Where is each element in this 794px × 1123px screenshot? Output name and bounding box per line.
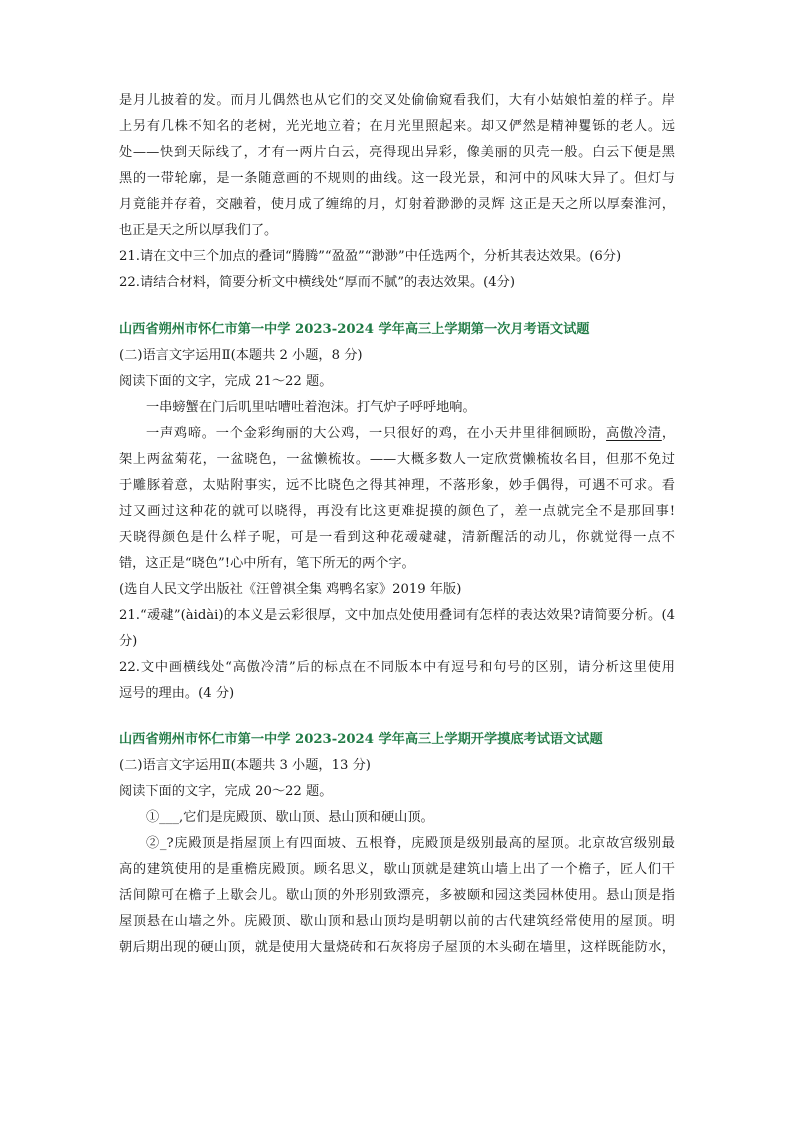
passage-line: 上另有几株不知名的老树，光光地立着；在月光里照起来。却又俨然是精神矍铄的老人。远 [119, 119, 675, 134]
item-2-line: 屋顶悬在山墙之外。庑殿顶、歇山顶和悬山顶均是明朝以前的古代建筑经常使用的屋顶。明 [119, 914, 675, 929]
question-22: 22.请结合材料，简要分析文中横线处“厚而不腻”的表达效果。(4分) [119, 275, 516, 290]
paragraph: 一串螃蟹在门后叽里咕嘈吐着泡沫。打气炉子呼呼地响。 [146, 400, 476, 415]
question-21: 21.“叆叇”(àidài)的本义是云彩很厚，文中加点处使用叠词有怎样的表达效果?请简要分析。(4 [119, 608, 675, 623]
item-1: ①___,它们是庑殿顶、歇山顶、悬山顶和硬山顶。 [146, 810, 434, 825]
document-page [119, 88, 675, 961]
question-21-cont: 分) [119, 634, 138, 649]
passage-line: 也正是天之所以厚我们了。 [119, 223, 278, 238]
item-2-line: ②_?庑殿顶是指屋顶上有四面坡、五根脊，庑殿顶是级别最高的屋顶。北京故宫级别最 [146, 836, 675, 851]
item-2-line: 活间隙可在檐子上歇会儿。歇山顶的外形别致漂亮，多被颐和园这类园林使用。悬山顶是指 [119, 888, 675, 903]
exam-section-3 [119, 727, 675, 961]
question-21: 21.请在文中三个加点的叠词“腾腾”“盈盈”“渺渺”中任选两个，分析其表达效果。(6分) [119, 249, 622, 264]
passage-line: 处——快到天际线了，才有一两片白云，亮得现出异彩，像美丽的贝壳一般。白云下便是黑 [119, 145, 675, 160]
text-span: 一声鸡啼。一个金彩绚丽的大公鸡，一只很好的鸡，在小天井里徘徊顾盼， [146, 426, 607, 441]
paragraph-line: 错，这正是“晓色”!心中所有，笔下所无的两个字。 [119, 556, 415, 571]
source-citation: (选自人民文学出版社《汪曾祺全集 鸡鸭名家》2019 年版) [119, 582, 462, 597]
item-2-line: 高的建筑使用的是重檐庑殿顶。顾名思义，歇山顶就是建筑山墙上出了一个檐子，匠人们干 [119, 862, 675, 877]
paragraph-line: 架上两盆菊花，一盆晓色，一盆懒梳妆。——大概多数人一定欣赏懒梳妆名目，但那不免过 [119, 452, 675, 467]
paragraph-line: 天晓得颜色是什么样子呢，可是一看到这种花叆叇叇，清新醒活的动儿，你就觉得一点不 [119, 530, 675, 545]
instruction: 阅读下面的文字，完成 20～22 题。 [119, 784, 333, 799]
section-heading: 山西省朔州市怀仁市第一中学 2023-2024 学年高三上学期第一次月考语文试题 [119, 322, 590, 337]
item-2-line: 朝后期出现的硬山顶，就是使用大量烧砖和石灰将房子屋顶的木头砌在墙里，这样既能防水， [119, 940, 675, 955]
passage-line: 月竟能并存着，交融着，使月成了缠绵的月，灯射着渺渺的灵辉 这正是天之所以厚秦淮河， [119, 197, 675, 212]
passage-1 [119, 88, 675, 296]
paragraph-line [119, 421, 675, 447]
underlined-phrase: 高傲冷清 [606, 426, 662, 441]
passage-line: 是月儿披着的发。而月儿偶然也从它们的交叉处偷偷窥看我们，大有小姑娘怕羞的样子。岸 [119, 93, 675, 108]
section-subhead: (二)语言文字运用Ⅱ(本题共 2 小题，8 分) [119, 348, 363, 363]
text-span: ， [661, 426, 675, 441]
section-subhead: (二)语言文字运用Ⅱ(本题共 3 小题，13 分) [119, 758, 371, 773]
exam-section-2 [119, 317, 675, 707]
question-22: 22.文中画横线处“高傲冷清”后的标点在不同版本中有逗号和句号的区别，请分析这里使用 [119, 660, 675, 675]
question-22-cont: 逗号的理由。(4 分) [119, 686, 235, 701]
instruction: 阅读下面的文字，完成 21～22 题。 [119, 374, 333, 389]
paragraph-line: 过又画过这种花的就可以晓得，再没有比这更难捉摸的颜色了，差一点就完全不是那回事! [119, 504, 675, 519]
passage-line: 黑的一带轮廓，是一条随意画的不规则的曲线。这一段光景，和河中的风味大异了。但灯与 [119, 171, 675, 186]
paragraph-line: 于雕豚着意，太贴附事实，远不比晓色之得其神理，不落形象，妙手偶得，可遇不可求。看 [119, 478, 675, 493]
section-heading: 山西省朔州市怀仁市第一中学 2023-2024 学年高三上学期开学摸底考试语文试题 [119, 732, 603, 747]
